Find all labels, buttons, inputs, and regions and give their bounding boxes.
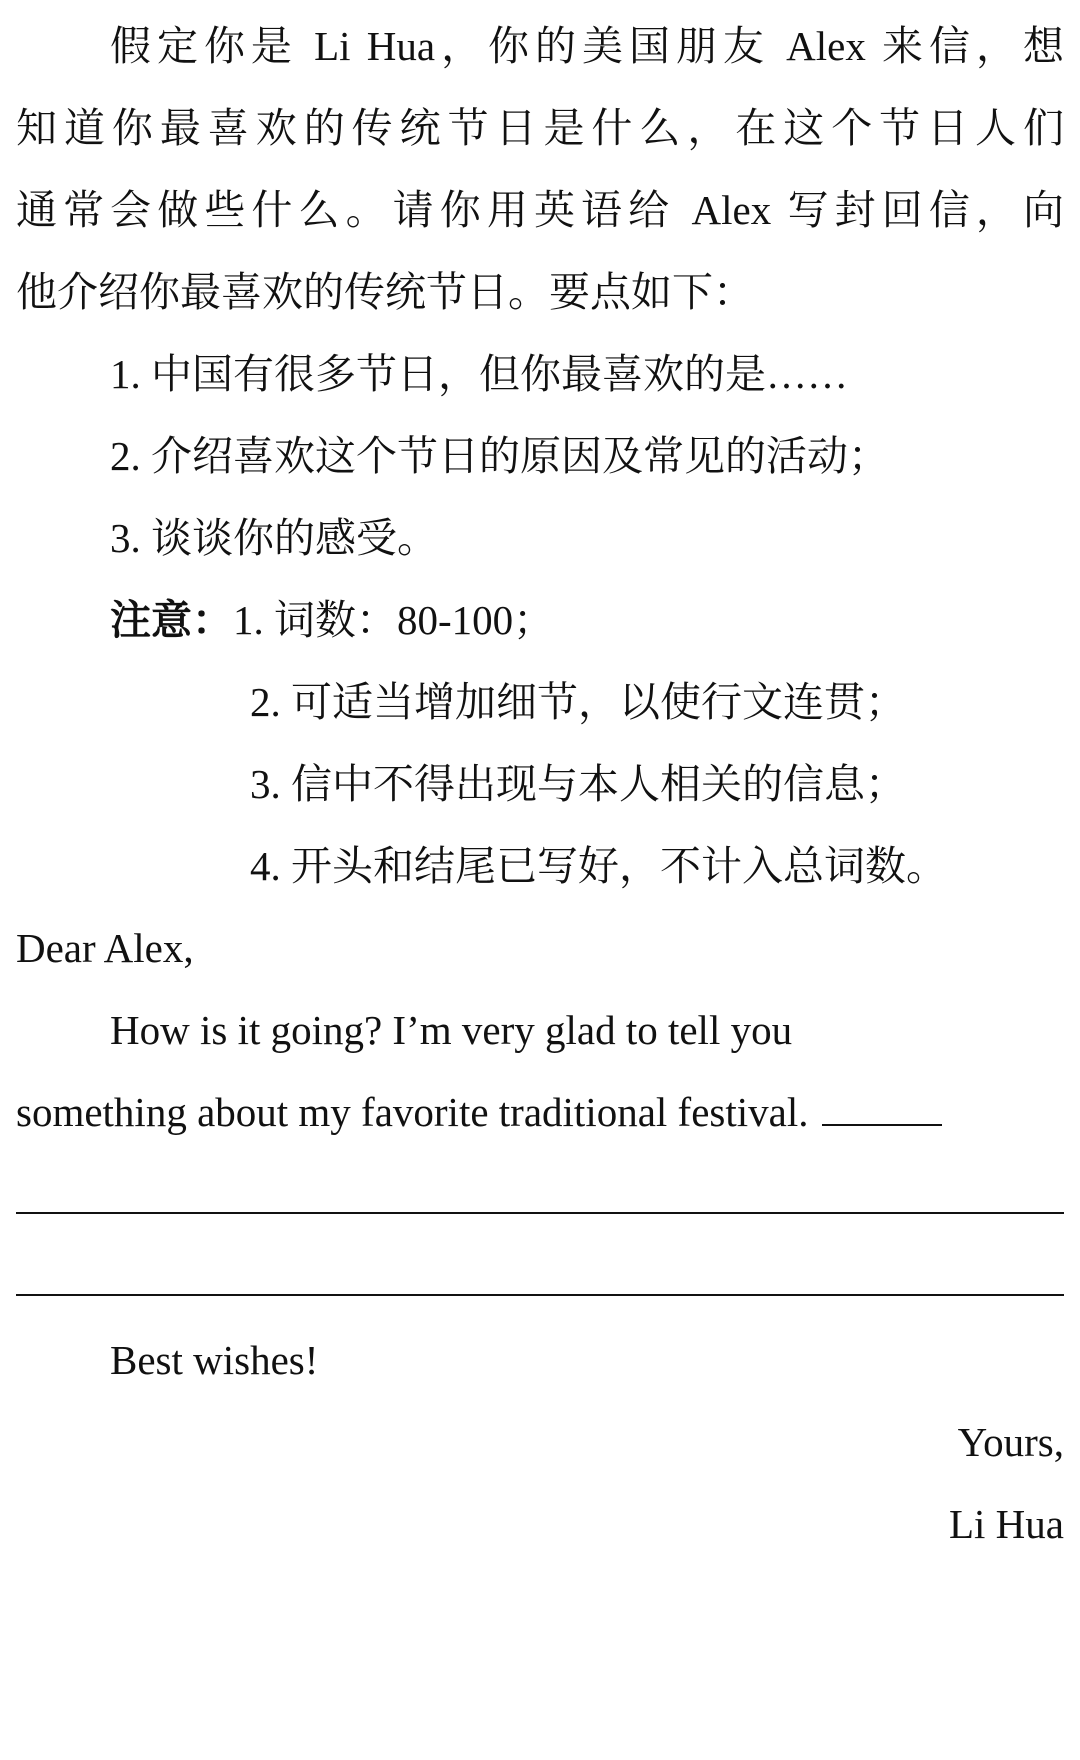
letter-salutation: Dear Alex,: [16, 925, 194, 971]
answer-blank-line-1: [16, 1212, 1064, 1214]
key-point-1: 1. 中国有很多节日，但你最喜欢的是……: [110, 351, 848, 397]
note-item-4: 4. 开头和结尾已写好，不计入总词数。: [250, 843, 947, 889]
letter-signoff: Yours,: [957, 1419, 1064, 1465]
note-item-2: 2. 可适当增加细节，以使行文连贯；: [250, 679, 906, 725]
key-point-2: 2. 介绍喜欢这个节日的原因及常见的活动；: [110, 433, 889, 479]
prompt-line-2: 知道你最喜欢的传统节日是什么，在这个节日人们: [16, 105, 1064, 151]
letter-opening-line-1: How is it going? I’m very glad to tell you: [110, 1007, 793, 1053]
prompt-line-4: 他介绍你最喜欢的传统节日。要点如下：: [16, 269, 754, 315]
letter-opening-text: something about my favorite traditional festival.: [16, 1089, 809, 1135]
notes-label: 注意：: [110, 597, 233, 643]
note-item-1: 1. 词数：80-100；: [233, 597, 555, 643]
answer-blank-line-2: [16, 1294, 1064, 1296]
notes-row-1: [110, 574, 1064, 666]
key-point-3: 3. 谈谈你的感受。: [110, 515, 438, 561]
answer-blank-inline: [822, 1074, 942, 1126]
note-item-3: 3. 信中不得出现与本人相关的信息；: [250, 761, 906, 807]
letter-closing: Best wishes!: [110, 1337, 319, 1383]
prompt-line-3: 通常会做些什么。请你用英语给 Alex 写封回信，向: [16, 187, 1064, 233]
letter-signature: Li Hua: [949, 1501, 1064, 1547]
prompt-line-1: 假定你是 Li Hua，你的美国朋友 Alex 来信，想: [110, 23, 1064, 69]
letter-opening-line-2: [16, 1066, 1064, 1158]
